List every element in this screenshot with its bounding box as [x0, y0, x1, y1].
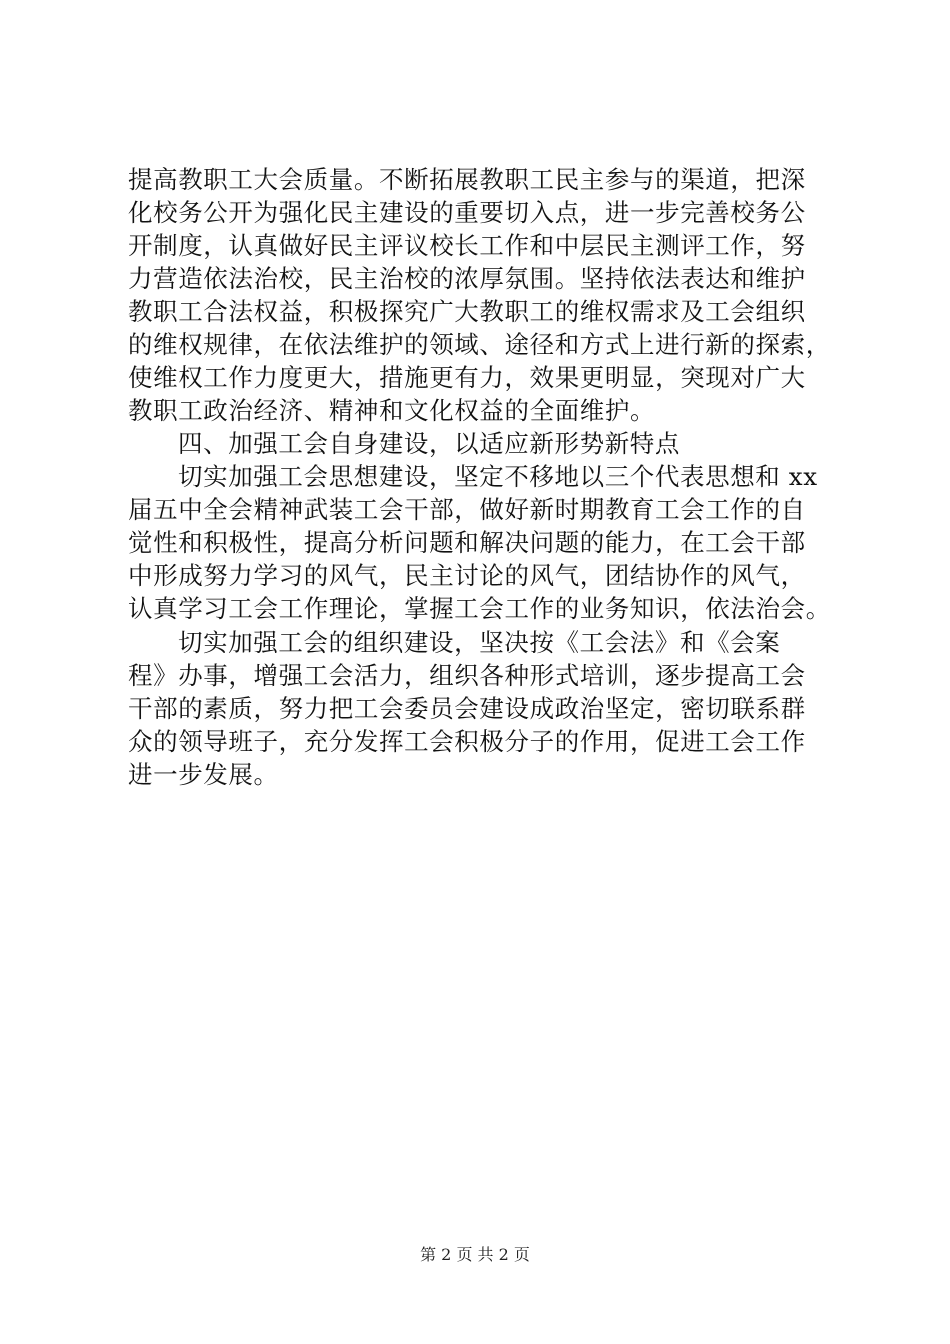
text-line: 开制度，认真做好民主评议校长工作和中层民主测评工作，努 [128, 231, 806, 260]
section-heading-text: 四、加强工会自身建设，以适应新形势新特点 [178, 429, 680, 458]
section-heading-4 [128, 427, 848, 460]
text-line: 教职工合法权益，积极探究广大教职工的维权需求及工会组织 [128, 297, 806, 326]
text-line: 程》办事，增强工会活力，组织各种形式培训，逐步提高工会 [128, 661, 806, 690]
text-line: 中形成努力学习的风气，民主讨论的风气，团结协作的风气， [128, 561, 806, 590]
text-line: 干部的素质，努力把工会委员会建设成政治坚定，密切联系群 [128, 694, 806, 723]
text-line: 切实加强工会的组织建设，坚决按《工会法》和《会案 [178, 628, 781, 657]
text-line: 力营造依法治校，民主治校的浓厚氛围。坚持依法表达和维护 [128, 264, 806, 293]
paragraph-ideological-building [128, 460, 848, 625]
text-line: 觉性和积极性，提高分析问题和解决问题的能力，在工会干部 [128, 528, 806, 557]
text-line: 众的领导班子，充分发挥工会积极分子的作用，促进工会工作 [128, 727, 806, 756]
text-line: 切实加强工会思想建设，坚定不移地以三个代表思想和 xx [178, 462, 818, 491]
text-line: 化校务公开为强化民主建设的重要切入点，进一步完善校务公 [128, 198, 806, 227]
text-line: 使维权工作力度更大，措施更有力，效果更明显，突现对广大 [128, 363, 806, 392]
page-number-footer: 第 2 页 共 2 页 [420, 1245, 530, 1264]
text-line: 届五中全会精神武装工会干部，做好新时期教育工会工作的自 [128, 495, 806, 524]
text-line: 的维权规律，在依法维护的领域、途径和方式上进行新的探索， [128, 330, 831, 359]
paragraph-democratic-management [128, 163, 848, 427]
text-line: 认真学习工会工作理论，掌握工会工作的业务知识，依法治会。 [128, 594, 831, 623]
paragraph-organizational-building [128, 626, 848, 791]
text-line: 教职工政治经济、精神和文化权益的全面维护。 [128, 396, 656, 425]
text-line: 进一步发展。 [128, 760, 279, 789]
text-line: 提高教职工大会质量。不断拓展教职工民主参与的渠道，把深 [128, 165, 806, 194]
